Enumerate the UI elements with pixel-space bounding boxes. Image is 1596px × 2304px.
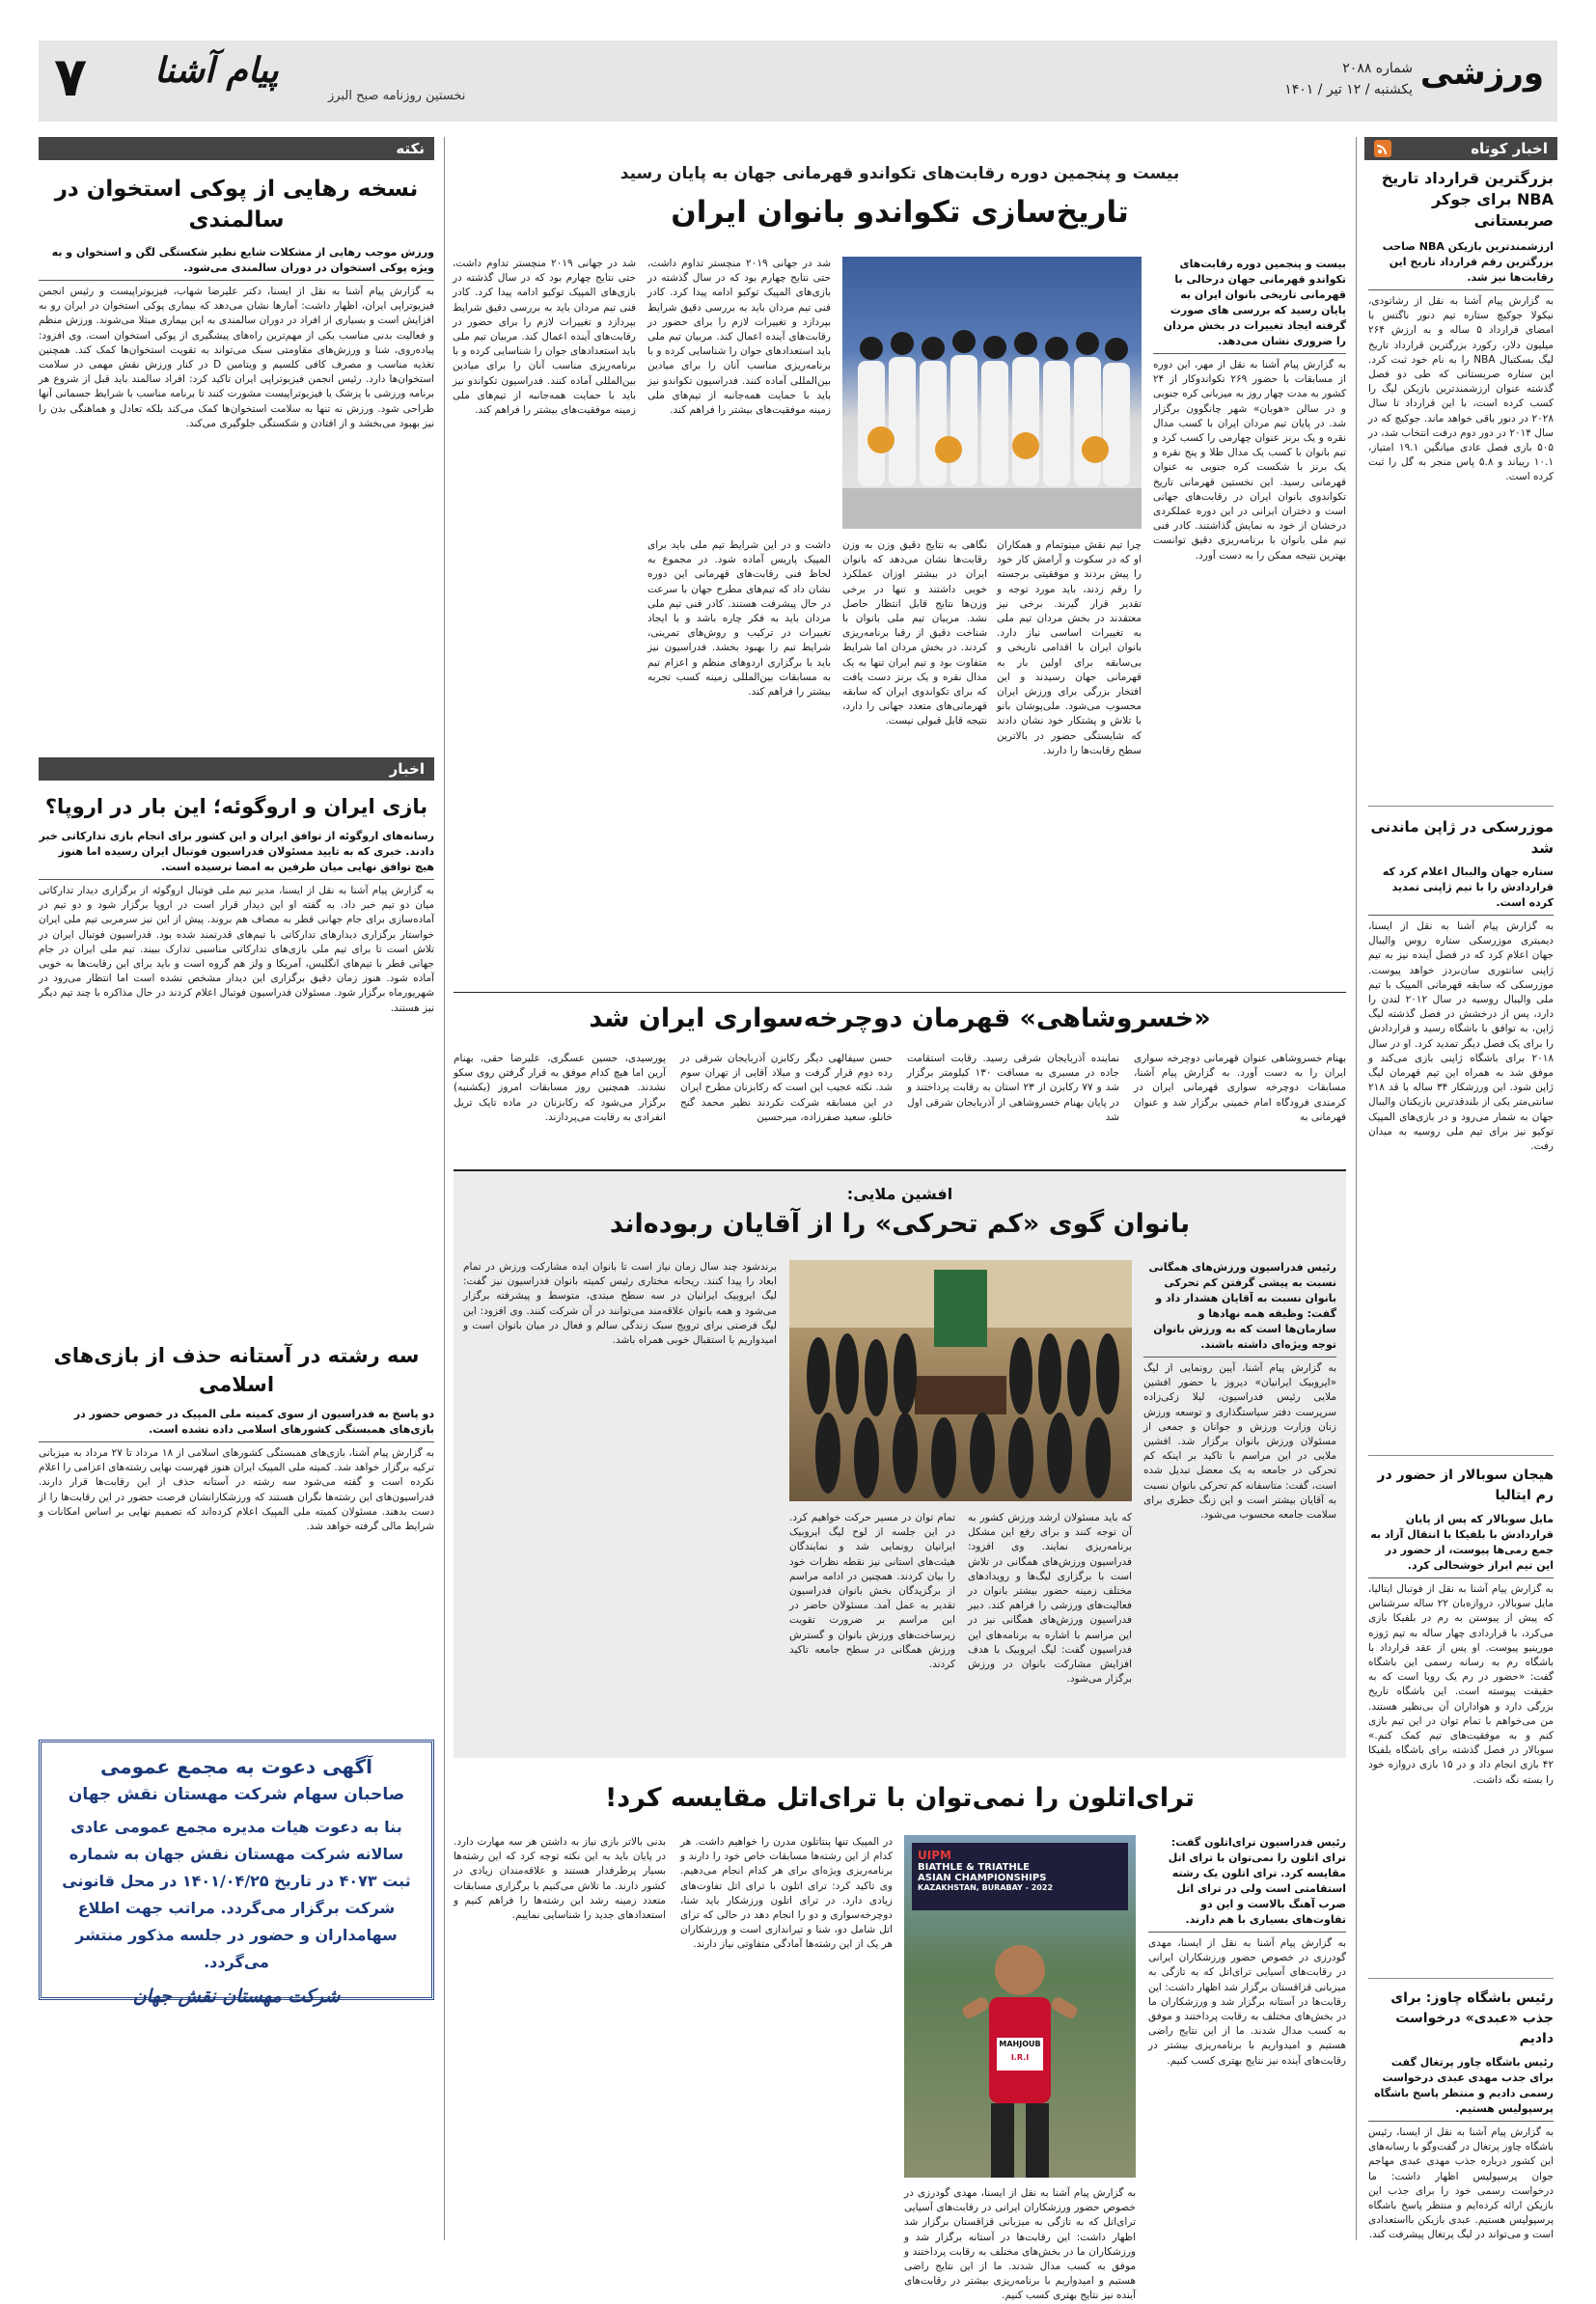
story-abdi-body: به گزارش پیام آشنا به نقل از ایسنا، رئیس باشگاه چاوز پرتغال در گفت‌وگو با رسانه‌های این کشور درباره جذب مهدی عبدی مهاجم جوان پرسپولیس اظهار داشت: ما درخواست رسمی خود را برای جذب این بازیکن ارائه کرده‌ایم و منتظر پاسخ باشگاه پرسپولیس هستیم. عبدی بازیکن بااستعدادی است و می‌تواند در لیگ پرتغال پیشرفت کند. bbox=[1368, 2126, 1554, 2241]
story-mozerski-lead: ستاره جهان والیبال اعلام کرد که قراردادش را با تیم ژاپنی تمدید کرده است. bbox=[1368, 864, 1554, 916]
banner-line3: KAZAKHSTAN, BURABAY - 2022 bbox=[918, 1883, 1054, 1892]
story-nba-body: به گزارش پیام آشنا به نقل از رشاتودی، نیکولا جوکیچ ستاره تیم دنور ناگتس با امضای قرارداد ۵ ساله و به ارزش ۲۶۴ میلیون دلار، رکورد بزرگترین قرارداد تاریخ لیگ بسکتبال NBA را به نام خود ثبت کرد. این ستاره صربستانی که طی دو فصل گذشته عنوان ارزشمندترین بازیکن لیگ را کسب کرده است، با این قرارداد تا سال ۲۰۲۸ در دنور باقی خواهد ماند. جوکیچ که در سال ۲۰۱۴ در دور دوم درفت انتخاب شد، در ۵۰۵ بازی فصل عادی میانگین ۱۹.۱ امتیاز، ۱۰.۱ ریباند و ۵.۸ پاس منجر به گل را ثبت کرده است. bbox=[1368, 295, 1555, 483]
story-svilar-body: به گزارش پیام آشنا به نقل از فوتبال ایتالیا، مایل سوبالار، دروازه‌بان ۲۲ ساله سرشناس که پیش از پیوستن به رم در بلفیکا بازی می‌کرد، با قراردادی چهار ساله به تیم ژوزه مورینیو پیوست. او پس از عقد قرارداد با باشگاه رم به رسانه رسمی این باشگاه گفت: «حضور در رم یک رویا است که به حقیقت پیوسته است. این باشگاه تاریخ بزرگی دارد و هواداران آن بی‌نظیر هستند. من می‌خواهم با تمام توان در این تیم بازی کنم و به موفقیت‌های تیم کمک کنم.» سوبالار در فصل گذشته برای باشگاه بلفیکا ۴۲ بازی انجام داد و در ۱۵ بازی دروازه خود را بسته نگه داشت. bbox=[1368, 1583, 1555, 1786]
taekwondo-col3: چرا تیم نقش مینوتمام و همکاران او که در سکوت و آرامش کار خود را پیش بردند و موفقیتی برجسته را رقم زدند، باید مورد توجه و تقدیر قرار گیرند. برخی نیز معتقدند در بخش مردان تیم ملی به تغییرات اساسی نیاز دارد. بانوان ایران با اقدامی تاریخی و بی‌سابقه برای اولین بار به قهرمانی جهان رسیدند و این افتخار بزرگی برای ورزش ایران محسوب می‌شود. ملی‌پوشان بانو با تلاش و پشتکار خود نشان دادند که شایستگی حضور در بالاترین سطح رقابت‌ها را دارند. bbox=[997, 539, 1142, 756]
banner-line1: BIATHLE & TRIATHLE bbox=[918, 1862, 1030, 1873]
womens-kicker: افشین ملایی: bbox=[846, 1185, 953, 1203]
story-svilar-title: هیجان سوبالار از حضور در رم ایتالیا bbox=[1377, 1467, 1554, 1503]
triathlon-col2: در المپیک تنها پنتاتلون مدرن را خواهیم داشت. هر کدام از این رشته‌ها مسابقات خاص خود را دارند و برنامه‌ریزی ویژه‌ای برای هر کدام انجام می‌دهیم. وی تاکید کرد: ترای اتلون با ترای اتل تفاوت‌های زیادی دارد. در ترای اتلون ورزشکار باید شنا، دوچرخه‌سواری و دو را انجام دهد در حالی که ترای اتل شامل دو، شنا و تیراندازی است و ورزشکاران هر یک از این رشته‌ها آمادگی متفاوتی نیاز دارند. bbox=[680, 1836, 893, 1951]
taekwondo-col6: شد در جهانی ۲۰۱۹ منچستر تداوم داشت، حتی نتایج چهارم بود که در سال گذشته در بازی‌های المپیک توکیو ادامه پیدا کرد. کادر فنی تیم مردان باید به بررسی دقیق شرایط بپردازد و تغییرات لازم را برای حضور در رقابت‌های آینده اعمال کند. مربیان تیم ملی باید استعدادهای جوان را شناسایی کرده و با برنامه‌ریزی مناسب آنان را برای میادین بین‌المللی آماده کنند. فدراسیون تکواندو نیز باید با حمایت همه‌جانبه از تیم‌های ملی زمینه موفقیت‌های بیشتر را فراهم کند. bbox=[453, 258, 636, 417]
triathlon-col1: به گزارش پیام آشنا به نقل از ایسنا، مهدی گودرزی در خصوص حضور ورزشکاران ایرانی در رقابت‌های آسیایی ترای‌اتل که به تازگی به میزبانی قزاقستان برگزار شد اظهار داشت: این رقابت‌ها در آستانه برگزار شد و ورزشکاران ما در بخش‌های مختلف به رقابت پرداختند و موفق به کسب مدال شدند. ما از این نتایج راضی هستیم و امیدواریم با برنامه‌ریزی بیشتر در رقابت‌های آینده نیز نتایج بهتری کسب کنیم. bbox=[1148, 1937, 1346, 2067]
taekwondo-col5: داشت و در این شرایط تیم ملی باید برای المپیک پاریس آماده شود. در مجموع به لحاظ فنی رقابت‌های قهرمانی این دوره نشان داد که تیم‌های مطرح جهان با سرعت در حال پیشرفت هستند. کادر فنی تیم ملی مردان باید به فکر چاره باشد و با ایجاد تغییرات در ترکیب و روش‌های تمرینی، شرایط تیم را بهبود بخشد. فدراسیون نیز باید با برگزاری اردوهای منظم و اعزام تیم به مسابقات بین‌المللی زمینه کسب تجربه بیشتر را فراهم کند. bbox=[647, 539, 831, 699]
cycling-title: «خسروشاهی» قهرمان دوچرخه‌سواری ایران شد bbox=[589, 1003, 1211, 1033]
osteoporosis-lead: ورزش موجب رهایی از مشکلات شایع نظیر شکستگی لگن و استخوان و به ویژه پوکی استخوان در دوران سالمندی می‌شود. bbox=[39, 245, 434, 281]
womens-title: بانوان گوی «کم تحرکی» را از آقایان ربوده‌اند bbox=[609, 1209, 1191, 1239]
story-nba-title: بزرگترین قرارداد تاریخ NBA برای جوکر صربستانی bbox=[1381, 169, 1554, 230]
short-news-header bbox=[1364, 137, 1557, 160]
paper-logo: پیام آشنا bbox=[154, 50, 279, 91]
osteoporosis-title: نسخه رهایی از پوکی استخوان در سالمندی bbox=[54, 177, 419, 233]
taekwondo-col4: نگاهی به نتایج دقیق وزن به وزن رقابت‌ها نشان می‌دهد که بانوان ایران در بیشتر اوزان عملکرد خوبی داشتند و تنها در برخی وزن‌ها نتایج قابل انتظار حاصل نشد. مربیان تیم ملی بانوان با شناخت دقیق از رقبا برنامه‌ریزی کردند. در بخش مردان اما شرایط متفاوت بود و تیم ایران تنها به یک مدال نقره و یک برنز دست یافت که برای تکواندوی ایران که سابقه قهرمانی‌های متعدد جهانی را دارد، نتیجه قابل قبولی نیست. bbox=[842, 539, 987, 727]
triathlon-col3: بدنی بالاتر بازی نیاز به داشتن هر سه مهارت دارد. در پایان باید به این نکته توجه کرد که این رشته‌ها بسیار پرطرفدار هستند و علاقه‌مندان زیادی در کشور دارند. ما تلاش می‌کنیم با برگزاری مسابقات متعدد زمینه رشد این رشته‌ها را فراهم کنیم و استعدادهای جدید را شناسایی نماییم. bbox=[454, 1836, 666, 1922]
short-news-label: اخبار کوتاه bbox=[1471, 140, 1548, 157]
right-column bbox=[1364, 137, 1557, 2240]
story-mozerski-body: به گزارش پیام آشنا به نقل از ایسنا، دیمیتری موزرسکی ستاره روس والیبال جهان اعلام کرد که در فصل آینده نیز به تیم ژاپنی سانتوری سان‌بردز خواهد پیوست. موزرسکی که سابقه قهرمانی المپیک با تیم ملی والیبال روسیه در سال ۲۰۱۲ لندن را دارد، پس از درخشش در فصل گذشته لیگ ژاپن، به توافق با باشگاه رسید و قراردادش را برای یک فصل دیگر تمدید کرد. او در سال ۲۰۱۸ برای باشگاه ژاپنی بازی می‌کند و موفق شد به همراه این تیم قهرمان لیگ ژاپن شود. این ورزشکار ۳۴ ساله با قد ۲۱۸ سانتی‌متر یکی از بلندقدترین بازیکنان والیبال جهان به شمار می‌رود و در بازی‌های المپیک توکیو نیز برای تیم ملی روسیه به میدان رفت. bbox=[1368, 920, 1554, 1153]
taekwondo-col1: به گزارش پیام آشنا به نقل از مهر، این دوره از مسابقات با حضور ۲۶۹ تکواندوکار از ۲۴ کشور به مدت چهار روز به میزبانی کره جنوبی و در سالن «هوبان» شهر چانگوون برگزار شد. در پایان تیم مردان ایران با کسب مدال نقره و یک برنز عنوان چهارمی را کسب کرد و تیم بانوان با کسب یک مدال طلا و پنج نقره و یک برنز با شکست کره جنوبی به عنوان قهرمانی رسید. این نخستین قهرمانی تاریخ تکواندوی بانوان ایران در رقابت‌های جهانی است و دختران ایرانی در این دوره عملکردی درخشان از خود به نمایش گذاشتند. کادر فنی تیم ملی بانوان با برنامه‌ریزی دقیق توانست بهترین نتیجه ممکن را به دست آورد. bbox=[1153, 359, 1346, 562]
uruguay-title: بازی ایران و اروگوئه؛ این بار در اروپا؟ bbox=[44, 795, 428, 818]
issue-number: شماره ۲۰۸۸ bbox=[1342, 61, 1413, 76]
team-photo-illustration bbox=[842, 257, 1142, 529]
taekwondo-photo bbox=[842, 257, 1142, 529]
osteoporosis-body: به گزارش پیام آشنا به نقل از ایسنا، دکتر علیرضا شهاب، فیزیوتراپیست و رئیس انجمن فیزیوتراپی ایران، اظهار داشت: آمارها نشان می‌دهد که بیماری پوکی استخوان در ایران رو به افزایش است و بسیاری از افراد در دوران سالمندی به این بیماری مبتلا می‌شوند. ورزش منظم و فعالیت بدنی مناسب یکی از مهم‌ترین راه‌های پیشگیری از پوکی استخوان است. وی افزود: پیاده‌روی، شنا و ورزش‌های مقاومتی سبک می‌تواند به تقویت استخوان‌ها کمک کند. همچنین تغذیه مناسب و مصرف کافی کلسیم و ویتامین D در کنار ورزش نقش مهمی در سلامت استخوان‌ها دارد. رئیس انجمن فیزیوتراپی ایران تاکید کرد: افراد سالمند باید قبل از شروع هر برنامه ورزشی با پزشک یا فیزیوتراپیست مشورت کنند تا برنامه مناسب با شرایط جسمانی آنها طراحی شود. ورزش نه تنها به سلامت استخوان‌ها کمک می‌کند بلکه تعادل و هماهنگی بدن را نیز بهبود می‌بخشد و از افتادن و شکستگی جلوگیری می‌کند. bbox=[39, 286, 434, 429]
ad-body: بنا به دعوت هیات مدیره مجمع عمومی عادی سالانه شرکت مهستان نقش جهان به شماره ثبت ۴۰۷۳ در تاریخ ۱۴۰۱/۰۴/۲۵ در محل قانونی شرکت برگزار می‌گردد. مراتب جهت اطلاع سهامداران و حضور در جلسه مذکور منتشر می‌گردد. bbox=[62, 1818, 411, 1971]
event-banner bbox=[912, 1843, 1128, 1910]
cycling-col4: پورسیدی، حسین عسگری، علیرضا حقی، بهنام آرین اما هیچ کدام موفق به قرار گرفتن روی سکو نشدند. همچنین روز مسابقات امروز (یکشنبه) برگزار می‌شود که رکابزنان در ماده تایک تریل انفرادی به رقابت می‌پردازند. bbox=[454, 1053, 666, 1123]
triathlon-title: ترای‌اتلون را نمی‌توان با ترای‌اتل مقایسه کرد! bbox=[604, 1783, 1196, 1813]
column-divider bbox=[1356, 137, 1357, 2240]
triathlon-story bbox=[454, 1771, 1346, 2302]
uruguay-lead: رسانه‌های اروگوئه از توافق ایران و این کشور برای انجام بازی تدارکاتی خبر دادند. خبری که به تایید مسئولان فدراسیون فوتبال ایران رسیده اما هنوز هیچ توافق نهایی میان طرفین به امضا نرسیده است. bbox=[39, 829, 434, 880]
ad-title-line2: صاحبان سهام شرکت مهستان نقش جهان bbox=[68, 1785, 405, 1804]
section-title: ورزشی bbox=[1419, 54, 1544, 93]
cycling-col1: بهنام خسروشاهی عنوان قهرمانی دوچرخه سواری ایران را به دست آورد. به گزارش پیام آشنا، مسابقات دوچرخه سواری قهرمانی ایران در کرمندی فرودگاه امام خمینی برگزار شد و عنوان قهرمانی به bbox=[1134, 1053, 1346, 1123]
ad-title-line1: آگهی دعوت به مجمع عمومی bbox=[99, 1755, 373, 1778]
womens-sport-box bbox=[454, 1169, 1346, 1758]
islamic-games-title: سه رشته در آستانه حذف از بازی‌های اسلامی bbox=[53, 1344, 420, 1396]
paper-tagline: نخستین روزنامه صبح البرز bbox=[328, 89, 466, 103]
news-header: اخبار bbox=[39, 757, 434, 781]
cycling-col3: حسن سیفالهی دیگر رکابزن آذربایجان شرقی در رده دوم قرار گرفت و میلاد آقایی از تهران سوم شد. نکته عجیب این است که رکابزنان مطرح ایران در این مسابقه شرکت نکردند نظیر محمد گنج خانلو، سعید صفرزاده، میرحسین bbox=[680, 1053, 893, 1123]
bib-country: I.R.I bbox=[1010, 2053, 1030, 2062]
bib-name: MAHJOUB bbox=[999, 2040, 1041, 2048]
column-divider bbox=[444, 137, 445, 2240]
story-mozerski-title: موزرسکی در ژاپن ماندنی شد bbox=[1370, 818, 1554, 857]
triathlon-photo bbox=[904, 1835, 1136, 2178]
story-svilar-lead: مایل سوبالار که پس از پایان قراردادش با بلفیکا با انتقال آزاد به جمع رمی‌ها پیوست، از حضور در این تیم ابراز خوشحالی کرد. bbox=[1368, 1512, 1554, 1578]
tip-header: نکته bbox=[39, 137, 434, 160]
cycling-col2: نماینده آذربایجان شرقی رسید. رقابت استقامت جاده در مسیری به مسافت ۱۳۰ کیلومتر برگزار شد و ۷۷ رکابزن از ۲۳ استان به رقابت پرداختند و در پایان بهنام خسروشاهی از آذربایجان شرقی اول شد bbox=[907, 1053, 1120, 1123]
womens-lead: رئیس فدراسیون ورزش‌های همگانی نسبت به پیشی گرفتن کم تحرکی بانوان نسبت به آقایان هشدار داد و گفت: وظیفه همه نهادها و سازمان‌ها است که به ورزش بانوان توجه ویژه‌ای داشته باشند. bbox=[1143, 1260, 1336, 1358]
taekwondo-col2: شد در جهانی ۲۰۱۹ منچستر تداوم داشت، حتی نتایج چهارم بود که در سال گذشته در بازی‌های المپیک توکیو ادامه پیدا کرد. کادر فنی تیم مردان باید به بررسی دقیق شرایط بپردازد و تغییرات لازم را برای حضور در رقابت‌های آینده اعمال کند. مربیان تیم ملی باید استعدادهای جوان را شناسایی کرده و با برنامه‌ریزی مناسب آنان را برای میادین بین‌المللی آماده کنند. فدراسیون تکواندو نیز باید با حمایت همه‌جانبه از تیم‌های ملی زمینه موفقیت‌های بیشتر را فراهم کند. bbox=[647, 258, 831, 417]
womens-photo bbox=[789, 1260, 1132, 1501]
issue-date: یکشنبه / ۱۲ تیر / ۱۴۰۱ bbox=[1284, 82, 1413, 97]
rss-icon bbox=[1374, 140, 1391, 157]
issue-info bbox=[1284, 58, 1413, 100]
taekwondo-lead: بیست و پنجمین دوره رقابت‌های تکواندو قهرمانی جهان درحالی با قهرمانی تاریخی بانوان ایران به پایان رسید که بررسی های صورت گرفته ایجاد تغییرات در بخش مردان را ضروری نشان می‌دهد. bbox=[1153, 257, 1346, 354]
page-number: ۷ bbox=[54, 46, 88, 109]
taekwondo-kicker: بیست و پنجمین دوره رقابت‌های تکواندو قهرمانی جهان به پایان رسید bbox=[619, 164, 1180, 183]
uruguay-body: به گزارش پیام آشنا به نقل از ایسنا، مدیر تیم ملی فوتبال اروگوئه از برگزاری دیدار تدارکاتی میان دو تیم خبر داد. به گفته او این دیدار قرار است در اروپا برگزار شود و دو تیم در آماده‌سازی برای جام جهانی قطر به مصاف هم بروند. پیش از این نیز سرمربی تیم ملی ایران خواستار برگزاری دیدارهای تدارکاتی با تیم‌های قدرتمند شده بود. فدراسیون فوتبال ایران در تلاش است تا برای تیم ملی بازی‌های تدارکاتی مناسبی تدارک ببیند. تیم ملی ایران در جام جهانی قطر با تیم‌های انگلیس، آمریکا و ولز هم گروه است و باید برای این رقابت‌ها به خوبی آماده شود. هنوز زمان دقیق برگزاری این دیدار مشخص نشده است اما انتظار می‌رود در شهریورماه برگزار شود. مسئولان فدراسیون فوتبال اعلام کردند در حال مذاکره با چند تیم دیگر نیز هستند. bbox=[39, 885, 434, 1014]
cycling-story bbox=[454, 1003, 1346, 1158]
story-nba-lead: ارزشمندترین بازیکن NBA صاحب بزرگترین رقم قرارداد تاریخ این رقابت‌ها نیز شد. bbox=[1368, 239, 1554, 290]
section-rule bbox=[454, 992, 1346, 993]
story-abdi-lead: رئیس باشگاه چاوز پرتغال گفت برای جذب مهدی عبدی درخواست رسمی دادیم و منتظر پاسخ باشگاه پرسپولیس هستیم. bbox=[1368, 2055, 1554, 2122]
masthead bbox=[39, 41, 1557, 122]
islamic-games-body: به گزارش پیام آشنا، بازی‌های همبستگی کشورهای اسلامی از ۱۸ مرداد تا ۲۷ مرداد به میزبانی ترکیه برگزار خواهد شد. کمیته ملی المپیک ایران هنوز فهرست نهایی رشته‌های اعزامی را اعلام نکرده است و گفته می‌شود سه رشته در آستانه حذف از این رقابت‌ها قرار دارند. فدراسیون‌های این رشته‌ها نگران هستند که ورزشکارانشان فرصت حضور در این رقابت‌ها را از دست بدهند. مسئولان کمیته ملی المپیک اعلام کرده‌اند که تصمیم نهایی بر اساس امکانات و شرایط مالی گرفته خواهد شد. bbox=[39, 1447, 435, 1533]
taekwondo-story bbox=[454, 143, 1346, 1001]
womens-col4: برندشود چند سال زمان نیاز است تا بانوان ایده مشارکت ورزش در تمام ابعاد را پیدا کنند. ریحانه مختاری رئیس کمیته بانوان فدراسیون نیز گفت: لیگ ایروبیک ایرانیان در سه سطح مبتدی، متوسط و پیشرفته برگزار می‌شود و همه بانوان علاقه‌مند می‌توانند در آن شرکت کنند. وی افزود: این لیگ فرصتی برای ترویج سبک زندگی سالم و فعال در میان بانوان است و امیدواریم با استقبال خوبی همراه باشد. bbox=[463, 1261, 777, 1347]
womens-col2: که باید مسئولان ارشد ورزش کشور به آن توجه کنند و برای رفع این مشکل برنامه‌ریزی نمایند. وی افزود: فدراسیون ورزش‌های همگانی در تلاش است با برگزاری لیگ‌ها و رویدادهای مختلف زمینه حضور بیشتر بانوان در فعالیت‌های ورزشی را فراهم کند. دبیر فدراسیون ورزش‌های همگانی نیز در این مراسم با اشاره به برنامه‌های این فدراسیون گفت: لیگ ایروبیک با هدف افزایش مشارکت بانوان در ورزش برگزار می‌شود. bbox=[968, 1512, 1132, 1686]
womens-col3: تمام توان در مسیر حرکت خواهیم کرد. در این جلسه از لوح لیگ ایروبیک ایرانیان رونمایی شد و نمایندگان هیئت‌های استانی نیز نقطه نظرات خود را بیان کردند. همچنین در ادامه مراسم از برگزیدگان بخش بانوان فدراسیون تقدیر به عمل آمد. مسئولان حاضر در این مراسم بر ضرورت تقویت زیرساخت‌های ورزش بانوان و گسترش ورزش همگانی در سطح جامعه تاکید کردند. bbox=[789, 1512, 955, 1671]
ad-signature: شرکت مهستان نقش جهان bbox=[132, 1986, 341, 2007]
islamic-games-lead: دو پاسخ به فدراسیون از سوی کمیته ملی المپیک در خصوص حضور در بازی‌های همبستگی کشورهای اسلامی داده نشده است. bbox=[39, 1407, 434, 1442]
left-column bbox=[39, 137, 434, 2240]
banner-line2: ASIAN CHAMPIONSHIPS bbox=[918, 1873, 1047, 1883]
story-abdi-title: رئیس باشگاه چاوز: برای جذب «عبدی» درخواست دادیم bbox=[1390, 1990, 1554, 2046]
group-photo-illustration bbox=[789, 1260, 1132, 1501]
taekwondo-title: تاریخ‌سازی تکواندو بانوان ایران bbox=[671, 195, 1129, 230]
ad-box bbox=[39, 1740, 434, 2007]
banner-logo: UIPM bbox=[918, 1849, 951, 1862]
womens-col1: به گزارش پیام آشنا، آیین رونمایی از لیگ «ایروبیک ایرانیان» دیروز با حضور افشین ملایی رئیس فدراسیون، لیلا زکی‌زاده سرپرست دفتر سیاستگذاری و توسعه ورزش زنان وزارت ورزش و جوانان و جمعی از مسئولان ورزش بانوان برگزار شد. افشین ملایی در این مراسم با تاکید بر اینکه کم تحرکی در جامعه به یک معضل تبدیل شده است، گفت: متاسفانه کم تحرکی بانوان نسبت به آقایان بیشتر است و این زنگ خطری برای سلامت جامعه محسوب می‌شود. bbox=[1143, 1362, 1336, 1522]
triathlon-col4: به گزارش پیام آشنا به نقل از ایسنا، مهدی گودرزی در خصوص حضور ورزشکاران ایرانی در رقابت‌های آسیایی ترای‌اتل که به تازگی به میزبانی قزاقستان برگزار شد اظهار داشت: این رقابت‌ها در آستانه برگزار شد و ورزشکاران ما در بخش‌های مختلف به رقابت پرداختند و موفق به کسب مدال شدند. ما از این نتایج راضی هستیم و امیدواریم با برنامه‌ریزی بیشتر در رقابت‌های آینده نیز نتایج بهتری کسب کنیم. bbox=[904, 2187, 1136, 2302]
triathlon-lead: رئیس فدراسیون ترای‌اتلون گفت: ترای اتلون را نمی‌توان با ترای اتل مقایسه کرد. ترای اتلون یک رشته استقامتی است ولی در ترای اتل ضرب آهنگ بالاست و این دو تفاوت‌های بسیاری با هم دارند. bbox=[1148, 1835, 1346, 1933]
